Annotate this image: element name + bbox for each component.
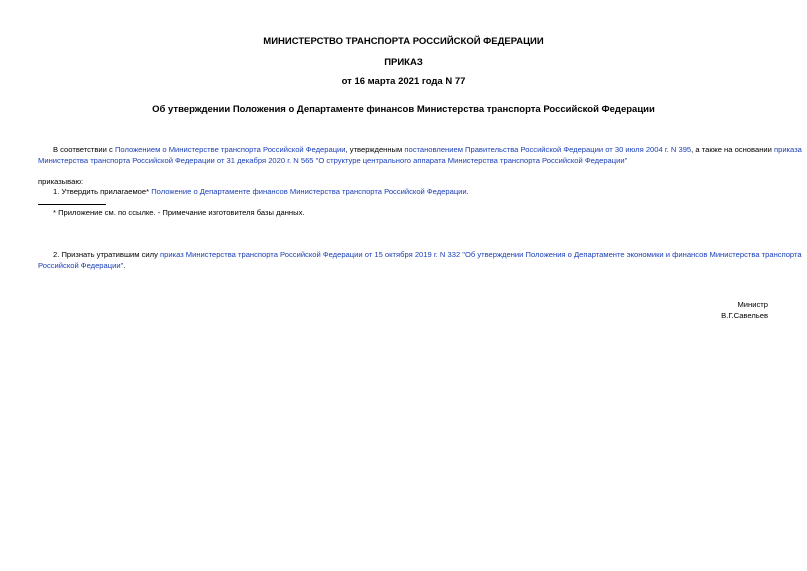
link-government-resolution[interactable]: постановлением Правительства Российской Федерации от 30 июля 2004 г. N 395 xyxy=(404,145,692,154)
signature-position: Министр xyxy=(737,300,768,309)
document-type: ПРИКАЗ xyxy=(384,57,423,68)
link-department-regulation[interactable]: Положение о Департаменте финансов Министерства транспорта Российской Федерации xyxy=(151,187,467,196)
preamble-paragraph xyxy=(38,145,802,166)
item-1 xyxy=(53,187,469,198)
item-2-paragraph xyxy=(38,250,802,271)
link-order-565-start[interactable]: приказа xyxy=(773,145,802,154)
footnote: * Приложение см. по ссылке. - Примечание изготовителя базы данных. xyxy=(53,208,305,217)
document-date-number: от 16 марта 2021 года N 77 xyxy=(341,76,466,87)
item-2-prefix: 2. Признать утратившим силу xyxy=(53,250,160,259)
signature-name: В.Г.Савельев xyxy=(721,310,768,320)
link-order-332[interactable]: приказ Министерства транспорта Российской Федерации от 15 октября 2019 г. N 332 "Об утверждении Положения о Департаменте экономики и финансов Министерства транспорта xyxy=(160,250,802,259)
item-1-suffix: . xyxy=(466,187,469,196)
item-1-prefix: 1. Утвердить прилагаемое* xyxy=(53,187,152,196)
preamble-text-3: , а также на основании xyxy=(691,145,774,154)
footnote-separator xyxy=(38,204,106,205)
item-2-suffix: . xyxy=(123,260,126,270)
item-2-line-2 xyxy=(38,261,770,272)
preamble-line-1 xyxy=(38,145,802,156)
preamble-text-2: , утвержденным xyxy=(345,145,405,154)
ministry-heading: МИНИСТЕРСТВО ТРАНСПОРТА РОССИЙСКОЙ ФЕДЕРАЦИИ xyxy=(263,36,544,47)
order-word: приказываю: xyxy=(38,177,84,186)
preamble-line-2 xyxy=(38,156,770,167)
item-2-line-1 xyxy=(38,250,802,261)
link-order-332-end[interactable]: Российской Федерации" xyxy=(38,260,124,270)
link-order-565[interactable]: Министерства транспорта Российской Федерации от 31 декабря 2020 г. N 565 "О структуре центрального аппарата Министерства транспорта Российской Федерации" xyxy=(38,155,628,165)
preamble-text-1: В соответствии с xyxy=(53,145,115,154)
signature-block xyxy=(600,300,768,321)
link-ministry-regulation[interactable]: Положением о Министерстве транспорта Российской Федерации xyxy=(114,145,346,154)
document-title: Об утверждении Положения о Департаменте финансов Министерства транспорта Российской Федерации xyxy=(152,104,655,115)
